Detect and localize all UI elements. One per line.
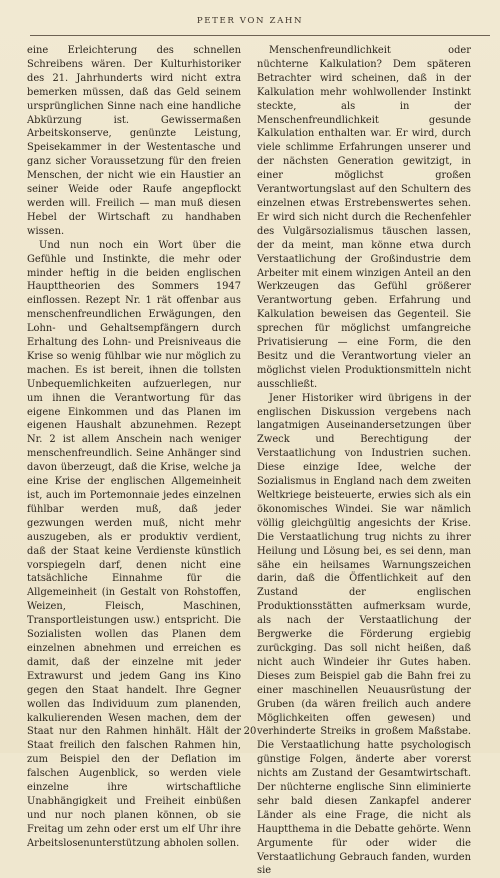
left-paragraph-1: eine Erleichterung des schnellen Schreibens wären. Der Kulturhistoriker des 21. Jahrhunderts wird nicht extra bemerken müssen, daß das Geld seinem ursprünglichen Sinne nach eine handliche Abkürzung ist. Gewissermaßen Arbeitskonserve, genünzte Leistung, Speisekammer in der Westentasche und ganz sicher Voraussetzung für den freien Menschen, der nicht wie ein Haustier an seiner Weide oder Raufe angepflockt werden will. Freilich — man muß diesen Hebel der Wirtschaft zu handhaben wissen. — [27, 45, 241, 237]
right-paragraph-2: Jener Historiker wird übrigens in der englischen Diskussion vergebens nach langatmigen Auseinandersetzungen über Zweck und Berechtigung der Verstaatlichung von Industrien suchen. Diese einzige Idee, welche der Sozialismus in England nach dem zweiten Weltkriege beisteuerte, erwies sich als ein ökonomisches Windei. Sie war nämlich völlig gleichgültig angesichts der Krise. Die Verstaatlichung trug nichts zu ihrer Heilung und Lösung bei, es sei denn, man sähe ein heilsames Warnungszeichen darin, daß die Öffentlichkeit auf den Zustand der englischen Produktionsstätten aufmerksam wurde, als nach der Verstaatlichung der Bergwerke die Förderung ergiebig zurückging. Das soll nicht heißen, daß nicht auch Windeier ihr Gutes haben. Dieses zum Beispiel gab die Bahn frei zu einer maschinellen Neuausrüstung der Gruben (da wären freilich auch andere Möglichkeiten offen gewesen) und verhinderte Streiks in großem Maßstabe. Die Verstaatlichung hatte psychologisch günstige Folgen, änderte aber vorerst nichts am Zustand der Gesamtwirtschaft. Der nüchterne englische Sinn eliminierte sehr bald diesen Zankapfel anderer Länder als eine Frage, die nicht als Hauptthema in die Debatte gehörte. Wenn Argumente für oder wider die Verstaatlichung Gebrauch fanden, wurden sie — [257, 392, 471, 877]
left-paragraph-2: Und nun noch ein Wort über die Gefühle und Instinkte, die mehr oder minder heftig in die beiden englischen Haupttheorien des Sommers 1947 einflossen. Rezept Nr. 1 rät offenbar aus menschenfreundlichen Erwägungen, den Lohn- und Gehaltsempfängern durch Erhaltung des Lohn- und Preisniveaus die Krise so wenig fühlbar wie nur möglich zu machen. Es ist bereit, ihnen die tollsten Unbequemlichkeiten aufzuerlegen, nur um ihnen die Verantwortung für das eigene Einkommen und das Planen im eigenen Haushalt abzunehmen. Rezept Nr. 2 ist allem Anschein nach weniger menschenfreundlich. Seine Anhänger sind davon überzeugt, daß die Krise, welche ja eine Krise der englischen Allgemeinheit ist, auch im Portemonnaie jedes einzelnen fühlbar werden muß, daß jeder gezwungen werden muß, nicht mehr auszugeben, als er produktiv verdient, daß der Staat keine Verdienste künstlich vorspiegeln darf, denen nicht eine tatsächliche Einnahme für die Allgemeinheit (in Gestalt von Rohstoffen, Weizen, Fleisch, Maschinen, Transportleistungen usw.) entspricht. Die Sozialisten wollen das Planen dem einzelnen abnehmen und erreichen es damit, daß der einzelne mit jeder Extrawurst und jedem Gang ins Kino gegen den Staat handelt. Ihre Gegner wollen das Individuum zum planenden, kalkulierenden Wesen machen, dem der Staat nur den Rahmen hinhält. Hält der Staat freilich den falschen Rahmen hin, zum Beispiel den der Deflation im falschen Augenblick, so werden viele einzelne ihre wirtschaftliche Unabhängigkeit und Freiheit einbüßen und nur noch planen können, ob sie Freitag um zehn oder erst um elf Uhr ihre Arbeitslosenunterstützung abholen sollen. — [27, 239, 241, 849]
running-header: PETER VON ZAHN — [196, 16, 304, 26]
page-number: 20 — [243, 726, 257, 737]
header-rule — [30, 35, 490, 36]
right-paragraph-1: Menschenfreundlichkeit oder nüchterne Kalkulation? Dem späteren Betrachter wird scheinen, daß in der Kalkulation mehr wohlwollender Instinkt steckte, als in der Menschenfreundlichkeit gesunde Kalkulation enthalten war. Er wird, durch viele schlimme Erfahrungen unserer und der nächsten Generation gewitzigt, in einer möglichst großen Verantwortungslast auf den Schultern des einzelnen etwas Erstrebenswertes sehen. Er wird sich nicht durch die Rechenfehler des Vulgärsozialismus täuschen lassen, der da meint, man könne etwa durch Verstaatlichung der Großindustrie dem Arbeiter mit einem winzigen Anteil an den Werkzeugen das Gefühl größerer Verantwortung geben. Erfahrung und Kalkulation beweisen das Gegenteil. Sie sprechen für möglichst umfangreiche Privatisierung — eine Form, die den Besitz und die Verantwortung vieler an möglichst vielen Produktionsmitteln nicht ausschließt. — [257, 45, 471, 390]
